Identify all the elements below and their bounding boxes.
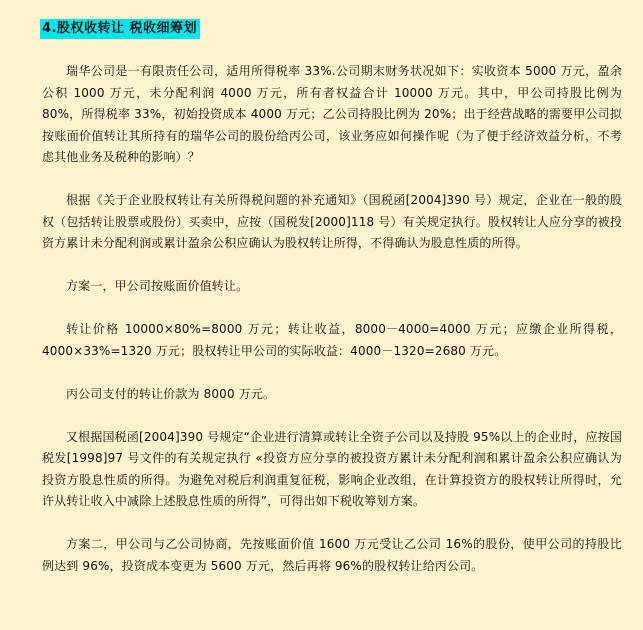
paragraph-regulation: 又根据国税函[2004]390 号规定“企业进行清算或转让全资子公司以及持股 95%以上的企业时，应按国税发[1998]97 号文件的有关规定执行 «投资方应分享的被投资方累计未分配利润和累计盈余公积应确认为投资方股息性质的所得。为避免对税后利润重复征税，影响企业改组，在计算投资方的股权转让所得时，允许从转让收入中减除上述股息性质的所得”，可得出如下税收筹划方案。 (42, 429, 622, 508)
paragraph-plan-one-title: 方案一，甲公司按账面价值转让。 (66, 279, 249, 293)
paragraph-plan-two: 方案二，甲公司与乙公司协商，先按账面价值 1600 万元受让乙公司 16%的股份，使甲公司的持股比例达到 96%，投资成本变更为 5600 万元，然后再将 96%的股权转让给丙公司。 (42, 537, 622, 573)
paragraph-payment: 丙公司支付的转让价款为 8000 万元。 (66, 386, 276, 401)
paragraph-case-description: 瑞华公司是一有限责任公司，适用所得税率 33%.公司期末财务状况如下：实收资本 5000 万元，盈余公积 1000 万元，未分配利润 4000 万元，所有者权益合计 10000 万元。其中，甲公司持股比例为 80%，所得税率 33%，初始投资成本 4000 万元；乙公司持股比例为 20%；出于经营战略的需要甲公司拟按账面价值转让其所持有的瑞华公司的股份给丙公司，该业务应如何操作呢（为了便于经济效益分析，不考虑其他业务及税种的影响）？ (42, 64, 622, 164)
document-body (42, 61, 622, 599)
paragraph-legal-basis: 根据《关于企业股权转让有关所得税问题的补充通知》（国税函[2004]390 号）规定，企业在一般的股权（包括转让股票或股份）买卖中，应按（国税发[2000]118 号）有关规定执行。股权转让人应分享的被投资方累计未分配利润或累计盈余公积应确认为股权转让所得，不得确认为股息性质的所得。 (42, 193, 622, 250)
paragraph-plan-one-calculation: 转让价格 10000×80%=8000 万元；转让收益，8000－4000=4000 万元；应缴企业所得税，4000×33%=1320 万元；股权转让甲公司的实际收益：4000－1320=2680 万元。 (42, 322, 622, 358)
section-heading: 4.股权收转让 税收细筹划 (40, 19, 200, 39)
